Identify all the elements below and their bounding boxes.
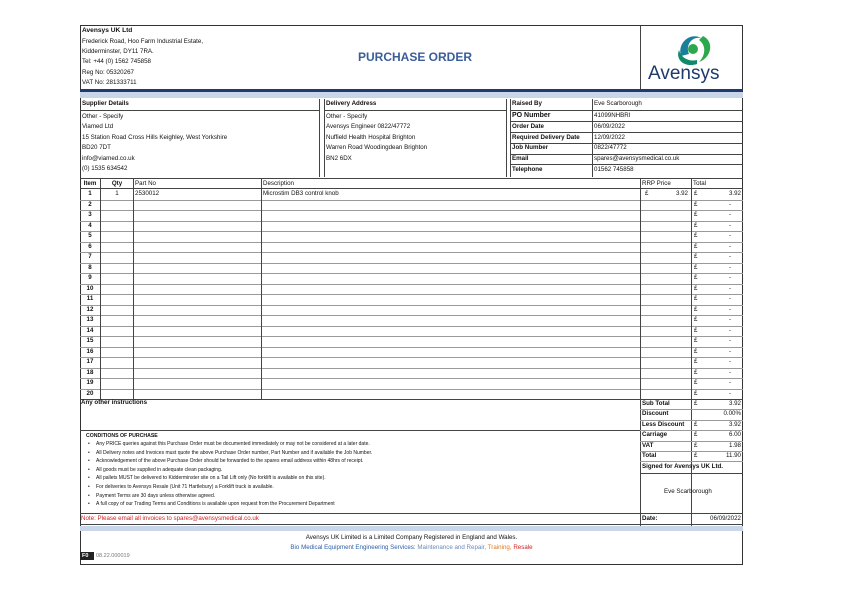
item-total-currency: £: [694, 190, 698, 197]
delivery-line: BN2 6DX: [326, 155, 352, 162]
item-total-dash: -: [728, 358, 732, 365]
row-divider: [80, 315, 743, 316]
row-divider: [80, 336, 743, 337]
row-divider: [80, 326, 743, 327]
totals-label: Carriage: [642, 431, 668, 439]
item-number: 13: [86, 316, 94, 323]
bullet-icon: •: [88, 475, 90, 482]
totals-value: 1.98: [728, 441, 741, 449]
item-rrp: 3.92: [675, 190, 688, 197]
signed-name: Eve Scarborough: [664, 488, 712, 495]
divider: [510, 132, 743, 133]
col-header-item: Item: [83, 180, 97, 187]
company-reg: Reg No: 05320267: [82, 69, 134, 76]
company-address-1: Frederick Road, Hoo Farm Industrial Estate,: [82, 38, 204, 45]
item-total: 3.92: [728, 190, 741, 197]
divider: [133, 178, 134, 399]
order-label-job-number: Job Number: [512, 144, 549, 151]
invoice-note: Note: Please email all invoices to spares@avensysmedical.co.uk: [81, 515, 259, 522]
totals-currency: £: [694, 400, 698, 407]
item-total-currency: £: [694, 305, 698, 313]
order-value-raised-by: Eve Scarborough: [594, 100, 642, 107]
date-label: Date:: [642, 515, 658, 522]
delivery-line: Other - Specify: [326, 113, 368, 120]
delivery-header: Delivery Address: [326, 100, 377, 107]
totals-value: 0.00%: [723, 410, 741, 418]
item-total-dash: -: [728, 242, 732, 250]
item-part-no: 2530012: [135, 190, 160, 197]
order-value-telephone: 01562 745858: [594, 166, 634, 173]
item-total-dash: -: [728, 389, 732, 397]
item-total-currency: £: [694, 221, 698, 229]
item-total-currency: £: [694, 284, 698, 292]
item-total-dash: -: [728, 274, 732, 281]
divider: [261, 178, 262, 399]
item-number: 2: [88, 200, 92, 208]
item-number: 18: [86, 368, 94, 376]
bullet-icon: •: [88, 466, 90, 473]
item-number: 11: [86, 295, 94, 302]
form-code: F0: [82, 553, 89, 559]
row-divider: [80, 368, 743, 369]
col-header-rrp: RRP Price: [642, 180, 671, 187]
logo-wordmark: Avensys: [648, 63, 720, 84]
company-name: Avensys UK Ltd: [82, 27, 133, 34]
divider: [80, 524, 743, 525]
condition-item: Acknowledgement of the above Purchase Order should be forwarded to the spares email address within 48hrs of receipt.: [96, 458, 364, 465]
order-label-required-date: Required Delivery Date: [512, 134, 580, 141]
order-label-email: Email: [512, 155, 529, 162]
conditions-header: CONDITIONS OF PURCHASE: [86, 433, 158, 439]
footer-services-line: [80, 544, 743, 552]
col-header-part: Part No: [135, 180, 156, 187]
totals-label: Discount: [642, 410, 669, 418]
item-total-currency: £: [694, 379, 698, 386]
item-total-dash: -: [728, 221, 732, 229]
bullet-icon: •: [88, 492, 90, 499]
row-divider: [80, 221, 743, 222]
item-rrp-currency: £: [645, 190, 649, 197]
page-title: PURCHASE ORDER: [358, 50, 473, 64]
condition-item: All Delivery notes and Invoices must quote the above Purchase Order number, Part Number and if available the Job Number.: [96, 449, 373, 456]
row-divider: [80, 347, 743, 348]
bullet-icon: •: [88, 501, 90, 508]
condition-item: For deliveries to Avensys Resale (Unit 71 Hartlebury) a Forklift truck is available.: [96, 484, 274, 490]
supplier-header: Supplier Details: [82, 100, 129, 107]
footer-company-line: Avensys UK Limited is a Limited Company Registered in England and Wales.: [305, 534, 518, 541]
totals-value: 11.90: [725, 452, 741, 459]
divider: [80, 178, 743, 179]
divider: [510, 110, 743, 111]
item-total-dash: -: [728, 379, 732, 386]
item-number: 12: [86, 305, 94, 313]
divider: [510, 164, 743, 165]
item-number: 17: [86, 358, 94, 365]
item-number: 8: [88, 263, 92, 271]
item-total-currency: £: [694, 347, 698, 355]
item-number: 20: [86, 389, 94, 397]
row-divider: [80, 210, 743, 211]
item-total-currency: £: [694, 242, 698, 250]
item-total-dash: -: [728, 232, 732, 239]
item-total-currency: £: [694, 274, 698, 281]
item-number: 4: [88, 221, 92, 229]
col-header-total: Total: [693, 180, 707, 187]
col-header-description: Description: [263, 180, 294, 187]
item-total-dash: -: [728, 284, 732, 292]
col-header-qty: Qty: [111, 180, 123, 187]
other-instructions-label: Any other instructions: [81, 399, 148, 406]
divider: [324, 110, 506, 111]
row-divider: [80, 242, 743, 243]
condition-item: All goods must be supplied in adequate clean packaging.: [96, 466, 223, 473]
row-divider: [80, 252, 743, 253]
item-total-dash: -: [728, 253, 732, 260]
supplier-line: BD20 7DT: [82, 144, 111, 151]
totals-value: 3.92: [728, 420, 741, 428]
item-number: 3: [88, 211, 92, 218]
row-divider: [80, 273, 743, 274]
row-divider: [80, 357, 743, 358]
order-value-order-date: 06/09/2022: [594, 123, 625, 130]
delivery-line: Avensys Engineer 0822/47772: [326, 123, 411, 130]
totals-label: VAT: [642, 441, 654, 449]
item-total-currency: £: [694, 326, 698, 334]
item-total-dash: -: [728, 326, 732, 334]
order-label-raised-by: Raised By: [512, 100, 542, 107]
totals-label: Total: [642, 452, 657, 459]
item-description: Microstim DB3 control knob: [263, 190, 339, 197]
item-total-currency: £: [694, 253, 698, 260]
divider: [80, 513, 640, 514]
item-number: 9: [88, 274, 92, 281]
delivery-line: Nuffield Health Hospital Brighton: [326, 134, 416, 141]
divider: [80, 188, 743, 189]
totals-currency: £: [694, 431, 698, 439]
order-value-job-number: 0822/47772: [594, 144, 627, 151]
divider: [80, 430, 640, 431]
order-label-po-number: PO Number: [512, 112, 551, 119]
order-value-required-date: 12/09/2022: [594, 134, 625, 141]
supplier-line: Viamed Ltd: [82, 123, 114, 130]
order-value-email: spares@avensysmedical.co.uk: [594, 155, 680, 162]
row-divider: [80, 305, 743, 306]
supplier-line: (0) 1535 634542: [82, 165, 128, 172]
condition-item: Payment Terms are 30 days unless otherwise agreed.: [96, 492, 216, 499]
divider: [80, 110, 320, 111]
order-value-po-number: 41099NHBRI: [594, 112, 631, 119]
item-total-dash: -: [728, 295, 732, 302]
footer-services-training: Training,: [487, 544, 514, 551]
row-divider: [80, 231, 743, 232]
delivery-line: Warren Road Woodingdean Brighton: [326, 144, 428, 151]
form-ref: 08.22.000019: [96, 553, 130, 559]
row-divider: [80, 389, 743, 390]
item-total-currency: £: [694, 316, 698, 323]
row-divider: [80, 200, 743, 201]
bullet-icon: •: [88, 441, 90, 447]
condition-item: All pallets MUST be delivered to Kidderminster site on a Tail Lift only (No forklift is available on this site).: [96, 475, 326, 482]
item-number: 6: [88, 242, 92, 250]
company-address-2: Kidderminster, DY11 7RA.: [82, 48, 154, 55]
item-number: 7: [88, 253, 92, 260]
item-total-currency: £: [694, 389, 698, 397]
divider: [100, 178, 101, 399]
totals-currency: £: [694, 441, 698, 449]
footer-services-repair: Maintenance and Repair,: [417, 544, 488, 551]
company-tel: Tel: +44 (0) 1562 745858: [82, 58, 151, 65]
item-number: 19: [86, 379, 94, 386]
bullet-icon: •: [88, 458, 90, 465]
row-divider: [80, 284, 743, 285]
item-total-currency: £: [694, 232, 698, 239]
header-band-light: [80, 92, 743, 98]
totals-currency: £: [694, 420, 698, 428]
item-total-dash: -: [728, 211, 732, 218]
item-total-currency: £: [694, 368, 698, 376]
bullet-icon: •: [88, 484, 90, 490]
item-number: 16: [86, 347, 94, 355]
divider: [640, 513, 743, 514]
divider: [506, 99, 507, 177]
item-total-dash: -: [728, 200, 732, 208]
footer-services-prefix: Bio Medical Equipment Engineering Services:: [290, 544, 418, 551]
footer-band: [80, 526, 743, 531]
totals-value: 6.00: [728, 431, 741, 439]
item-total-dash: -: [728, 368, 732, 376]
item-total-dash: -: [728, 337, 732, 344]
item-total-currency: £: [694, 337, 698, 344]
divider: [640, 473, 743, 474]
bullet-icon: •: [88, 449, 90, 456]
row-divider: [80, 263, 743, 264]
item-total-currency: £: [694, 295, 698, 302]
item-total-dash: -: [728, 263, 732, 271]
item-total-currency: £: [694, 200, 698, 208]
item-total-dash: -: [728, 316, 732, 323]
totals-label: Less Discount: [642, 420, 685, 428]
item-total-currency: £: [694, 211, 698, 218]
footer-services-resale: Resale: [513, 544, 533, 551]
item-qty: 1: [115, 190, 119, 197]
supplier-line: 15 Station Road Cross Hills Keighley, West Yorkshire: [82, 134, 228, 141]
date-value: 06/09/2022: [710, 515, 741, 522]
item-number: 15: [86, 337, 94, 344]
supplier-line: info@viamed.co.uk: [82, 155, 135, 162]
totals-label: Sub Total: [642, 400, 670, 407]
item-total-currency: £: [694, 263, 698, 271]
condition-item: A full copy of our Trading Terms and Conditions is available upon request from the Procurement Department: [96, 501, 335, 508]
order-label-order-date: Order Date: [512, 123, 544, 130]
item-total-currency: £: [694, 358, 698, 365]
item-total-dash: -: [728, 305, 732, 313]
row-divider: [80, 294, 743, 295]
item-number: 14: [86, 326, 94, 334]
item-total-dash: -: [728, 347, 732, 355]
supplier-line: Other - Specify: [82, 113, 124, 120]
row-divider: [80, 378, 743, 379]
order-label-telephone: Telephone: [512, 166, 543, 173]
totals-currency: £: [694, 452, 698, 459]
item-number: 10: [86, 284, 94, 292]
divider: [510, 121, 743, 122]
item-number: 5: [88, 232, 92, 239]
signed-label: Signed for Avensys UK Ltd.: [642, 463, 724, 470]
company-vat: VAT No: 281333711: [82, 79, 137, 86]
item-number: 1: [88, 190, 92, 197]
condition-item: Any PRICE queries against this Purchase Order must be documented immediately or may not be considered at a later date.: [96, 441, 370, 447]
totals-value: 3.92: [728, 400, 741, 407]
